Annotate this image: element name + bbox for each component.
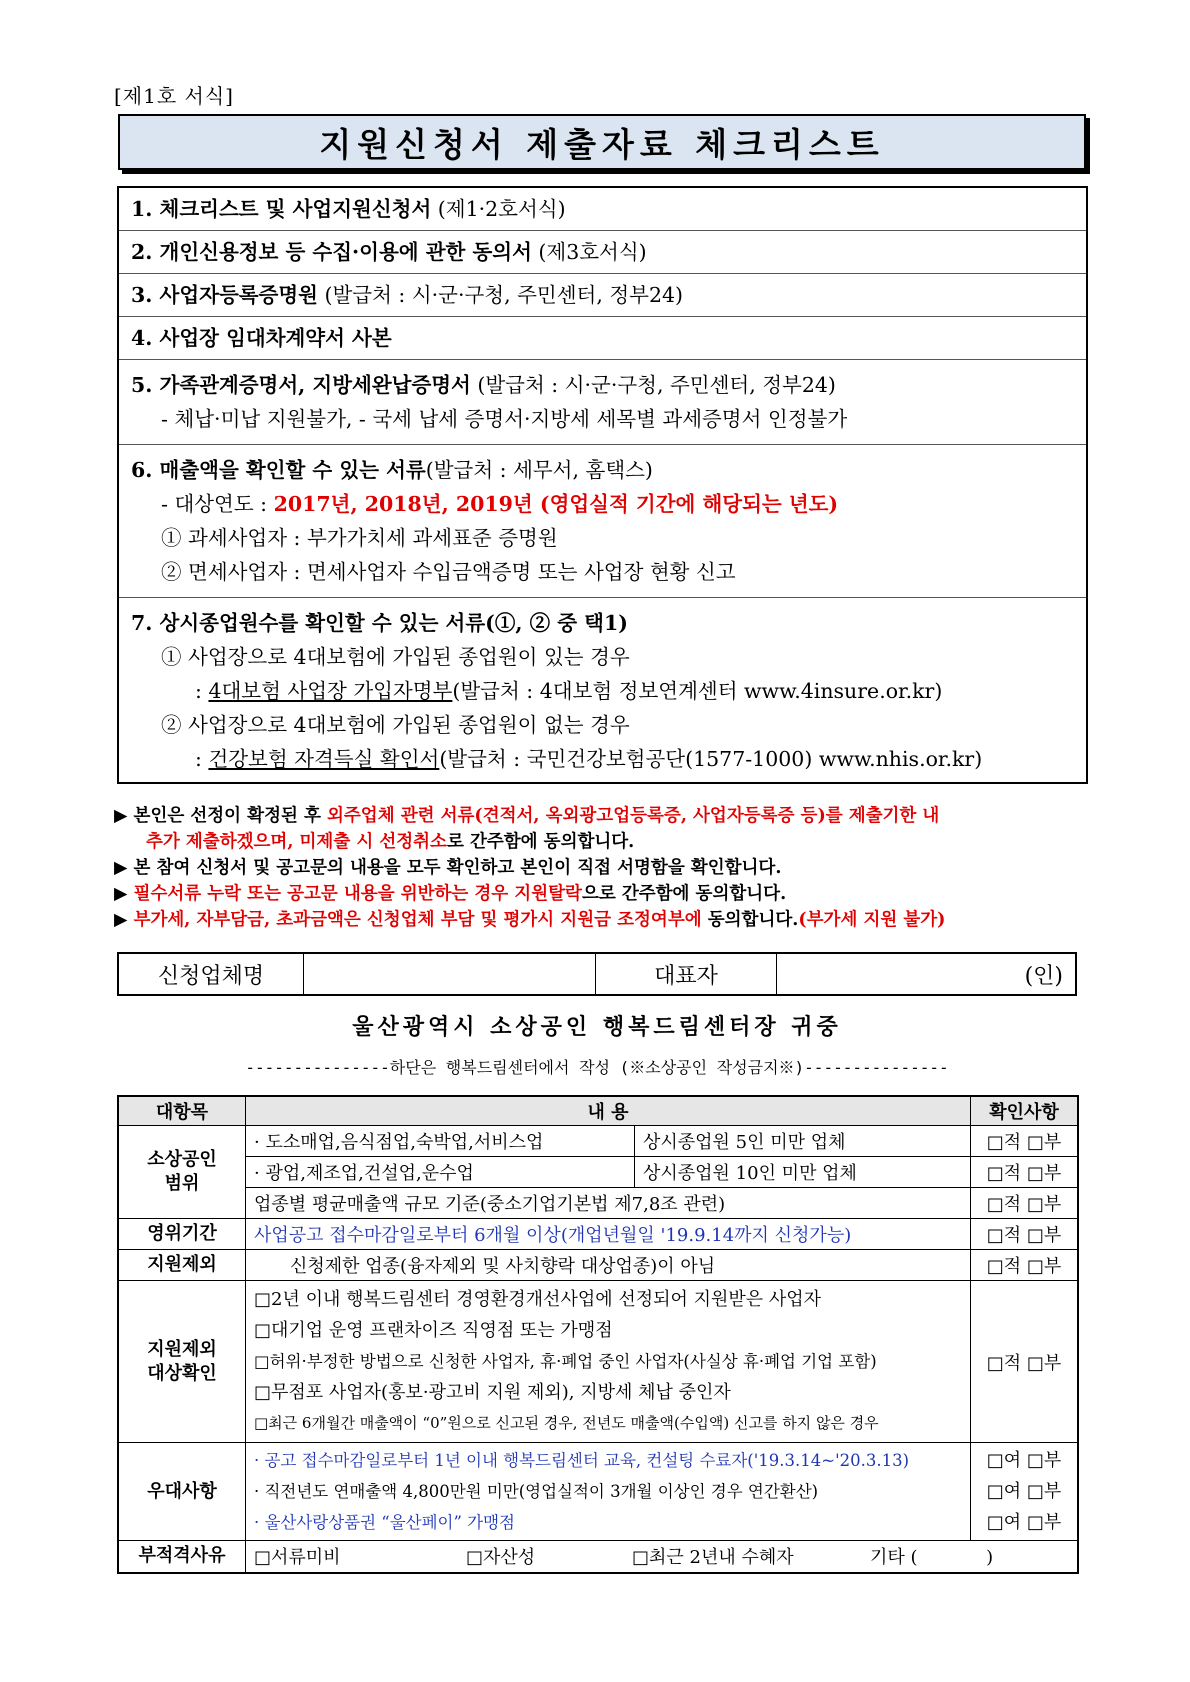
- category-preference: 우대사항: [118, 1443, 246, 1541]
- agreement-notes: [114, 803, 1094, 933]
- scope-employees-2: 상시종업원 10인 미만 업체: [635, 1157, 971, 1188]
- category-scope: 소상공인 범위: [118, 1126, 246, 1219]
- item-3-note: (발급처 : 시·군·구청, 주민센터, 정부24): [317, 283, 684, 307]
- category-period: 영위기간: [118, 1219, 246, 1250]
- header-category: 대항목: [118, 1096, 246, 1126]
- company-name-label: 신청업체명: [119, 954, 304, 994]
- item-7-title: 7. 상시종업원수를 확인할 수 있는 서류(①, ② 중 택1): [131, 611, 628, 635]
- preference-item-3: · 울산사랑상품권 “울산페이” 가맹점: [254, 1513, 515, 1532]
- note-1-cont: [114, 829, 1094, 855]
- check-scope-2[interactable]: □적 □부: [971, 1157, 1079, 1188]
- note-1-end: 로 간주함에 동의합니다.: [446, 832, 635, 852]
- header-check: 확인사항: [971, 1096, 1079, 1126]
- check-exclusion[interactable]: □적 □부: [971, 1250, 1079, 1281]
- item-6-year-label: - 대상연도 :: [161, 492, 274, 516]
- item-5-sub: - 체납·미납 지원불가, - 국세 납세 증명서·지방세 세목별 과세증명서 인정불가: [161, 407, 848, 431]
- company-name-field[interactable]: [304, 954, 596, 994]
- note-4-red: 부가세, 자부담금, 초과금액은 신청업체 부담 및 평가시 지원금 조정여부에: [133, 910, 702, 930]
- ineligible-reasons: [246, 1541, 1079, 1573]
- item-6-years: 2017년, 2018년, 2019년 (영업실적 기간에 해당되는 년도): [273, 492, 839, 516]
- item-7-source-2: (발급처 : 국민건강보험공단(1577-1000) www.nhis.or.kr): [439, 747, 983, 771]
- exclusion-item-2: □대기업 운영 프랜차이즈 직영점 또는 가맹점: [254, 1320, 613, 1341]
- item-5-title: 5. 가족관계증명서, 지방세완납증명서: [131, 373, 471, 397]
- signature-row: [117, 952, 1077, 996]
- review-table: [117, 1095, 1079, 1574]
- note-1-red: 외주업체 관련 서류(견적서, 옥외광고업등록증, 사업자등록증 등)를 제출기한 내: [326, 806, 940, 826]
- note-3-red: 필수서류 누락 또는 공고문 내용을 위반하는 경우 지원탈락: [133, 884, 582, 904]
- item-5-note: (발급처 : 시·군·구청, 주민센터, 정부24): [470, 373, 836, 397]
- checklist-item-4: [119, 317, 1086, 360]
- item-2-note: (제3호서식): [531, 240, 647, 264]
- representative-label: 대표자: [596, 954, 777, 994]
- item-6-sub-taxable: ① 과세사업자 : 부가가치세 과세표준 증명원: [161, 526, 558, 550]
- item-3-title: 3. 사업자등록증명원: [131, 283, 318, 307]
- submission-checklist: [117, 186, 1088, 784]
- representative-field[interactable]: [777, 954, 1075, 994]
- reason-missing-docs[interactable]: □서류미비: [254, 1547, 341, 1569]
- page-title: 지원신청서 제출자료 체크리스트: [118, 114, 1086, 170]
- checklist-item-2: [119, 231, 1086, 274]
- item-6-sub-exempt: ② 면세사업자 : 면세사업자 수입금액증명 또는 사업장 현황 신고: [161, 560, 736, 584]
- category-ineligible: 부적격사유: [118, 1541, 246, 1573]
- item-6-note: (발급처 : 세무서, 홈택스): [425, 458, 653, 482]
- seal-mark: (인): [1024, 963, 1063, 989]
- check-period[interactable]: □적 □부: [971, 1219, 1079, 1250]
- checklist-item-3: [119, 274, 1086, 317]
- note-1-text: ▶ 본인은 선정이 확정된 후: [114, 806, 327, 826]
- item-1-title: 1. 체크리스트 및 사업지원신청서: [131, 197, 432, 221]
- item-1-note: (제1·2호서식): [431, 197, 566, 221]
- check-preference-1[interactable]: □여 □부: [986, 1450, 1062, 1471]
- check-scope-1[interactable]: □적 □부: [971, 1126, 1079, 1157]
- checklist-item-6: [119, 445, 1086, 598]
- checklist-item-1: [119, 188, 1086, 231]
- note-3: [114, 881, 1094, 907]
- checklist-item-5: [119, 360, 1086, 445]
- exclusion-item-4: □무점포 사업자(홍보·광고비 지원 제외), 지방세 체납 중인자: [254, 1382, 731, 1403]
- checklist-item-7: [119, 598, 1086, 782]
- check-exclusion-target[interactable]: □적 □부: [971, 1281, 1079, 1443]
- reason-recent-recipient[interactable]: □최근 2년내 수혜자: [632, 1547, 794, 1569]
- reason-other[interactable]: 기타 ( ): [870, 1547, 994, 1569]
- scope-industry-1: · 도소매업,음식점업,숙박업,서비스업: [246, 1126, 635, 1157]
- item-2-title: 2. 개인신용정보 등 수집·이용에 관한 동의서: [131, 240, 532, 264]
- check-preference-2[interactable]: □여 □부: [986, 1481, 1062, 1502]
- item-7-sub-2: ② 사업장으로 4대보험에 가입된 종업원이 없는 경우: [161, 713, 630, 737]
- preference-item-1: · 공고 접수마감일로부터 1년 이내 행복드림센터 교육, 컨설팅 수료자('19.3.14~'20.3.13): [254, 1451, 910, 1470]
- item-7-sub-1: ① 사업장으로 4대보험에 가입된 종업원이 있는 경우: [161, 645, 630, 669]
- item-7-colon-2: :: [195, 747, 209, 771]
- category-exclusion-target: 지원제외 대상확인: [118, 1281, 246, 1443]
- period-requirement: 사업공고 접수마감일로부터 6개월 이상(개업년월일 '19.9.14까지 신청가능): [246, 1219, 971, 1250]
- exclusion-item-3: □허위·부정한 방법으로 신청한 사업자, 휴·폐업 중인 사업자(사실상 휴·폐업 기업 포함): [254, 1352, 877, 1371]
- check-scope-3[interactable]: □적 □부: [971, 1188, 1079, 1219]
- recipient: 울산광역시 소상공인 행복드림센터장 귀중: [352, 1014, 842, 1040]
- note-3-bullet: ▶: [114, 884, 134, 904]
- item-7-doc-1: 4대보험 사업장 가입자명부: [208, 679, 453, 703]
- preference-list: [246, 1443, 971, 1541]
- header-content: 내 용: [246, 1096, 971, 1126]
- exclusion-requirement: 신청제한 업종(융자제외 및 사치향락 대상업종)이 아님: [246, 1250, 971, 1281]
- note-1-red-2: 추가 제출하겠으며, 미제출 시 선정취소: [146, 832, 447, 852]
- note-4-red-2: (부가세 지원 불가): [798, 910, 946, 930]
- scope-revenue: 업종별 평균매출액 규모 기준(중소기업기본법 제7,8조 관련): [246, 1188, 971, 1219]
- item-7-source-1: (발급처 : 4대보험 정보연계센터 www.4insure.or.kr): [452, 679, 943, 703]
- item-7-doc-2: 건강보험 자격득실 확인서: [208, 747, 440, 771]
- item-6-title: 6. 매출액을 확인할 수 있는 서류: [131, 458, 426, 482]
- preference-item-2: · 직전년도 연매출액 4,800만원 미만(영업실적이 3개월 이상인 경우 연간환산): [254, 1482, 819, 1501]
- item-4-title: 4. 사업장 임대차계약서 사본: [131, 326, 392, 350]
- item-7-colon: :: [195, 679, 209, 703]
- category-exclusion: 지원제외: [118, 1250, 246, 1281]
- form-number: [제1호 서식]: [114, 84, 234, 108]
- note-4: [114, 907, 1094, 933]
- preference-checks: [971, 1443, 1079, 1541]
- scope-industry-2: · 광업,제조업,건설업,운수업: [246, 1157, 635, 1188]
- note-4-end: 동의합니다.: [701, 910, 799, 930]
- note-3-end: 으로 간주함에 동의합니다.: [581, 884, 787, 904]
- reason-assets[interactable]: □자산성: [466, 1547, 536, 1569]
- note-1: [114, 803, 1094, 829]
- exclusion-target-list: [246, 1281, 971, 1443]
- scope-employees-1: 상시종업원 5인 미만 업체: [635, 1126, 971, 1157]
- check-preference-3[interactable]: □여 □부: [986, 1512, 1062, 1533]
- exclusion-item-5: □최근 6개월간 매출액이 “0”원으로 신고된 경우, 전년도 매출액(수입액) 신고를 하지 않은 경우: [254, 1414, 879, 1432]
- note-4-bullet: ▶: [114, 910, 134, 930]
- note-2: ▶ 본 참여 신청서 및 공고문의 내용을 모두 확인하고 본인이 직접 서명함을 확인합니다.: [114, 858, 782, 878]
- section-divider: ---------------하단은 행복드림센터에서 작성 (※소상공인 작성금지※)---------------: [245, 1058, 949, 1077]
- exclusion-item-1: □2년 이내 행복드림센터 경영환경개선사업에 선정되어 지원받은 사업자: [254, 1289, 822, 1310]
